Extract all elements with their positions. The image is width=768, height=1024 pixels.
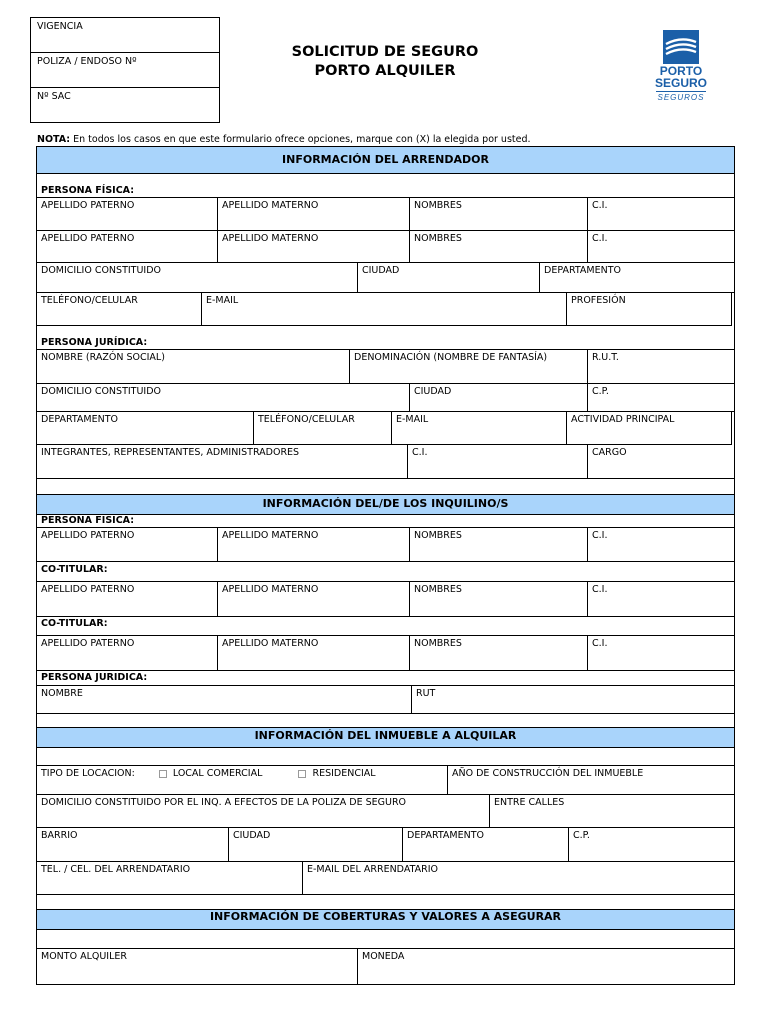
field-ciudad[interactable]: CIUDAD [357,263,539,293]
field-ci-integrantes[interactable]: C.I. [407,445,587,479]
field-nombres-2[interactable]: NOMBRES [409,231,587,263]
field-cot2-nombres[interactable]: NOMBRES [409,635,587,671]
title-line-1: SOLICITUD DE SEGURO [291,44,479,60]
logo-porto: PORTO [659,64,703,78]
cotitular-label-1: CO-TITULAR: [41,564,108,575]
field-inq-ci[interactable]: C.I. [587,527,734,562]
field-actividad-principal[interactable]: ACTIVIDAD PRINCIPAL [566,412,732,445]
field-cot1-apellido-paterno[interactable]: APELLIDO PATERNO [37,581,217,617]
tipo-locacion-row [37,765,447,795]
field-departamento[interactable]: DEPARTAMENTO [539,263,734,293]
field-inm-departamento[interactable]: DEPARTAMENTO [402,828,568,862]
sac-field[interactable] [30,87,220,123]
section-arrendador-header: INFORMACIÓN DEL ARRENDADOR [37,146,734,174]
field-email-arrendatario[interactable]: E-MAIL DEL ARRENDATARIO [302,862,734,895]
local-comercial-label: LOCAL COMERCIAL [172,768,263,779]
field-inq-nombre-juridica[interactable]: NOMBRE [37,685,411,714]
field-departamento-juridica[interactable]: DEPARTAMENTO [37,412,253,445]
form-note [37,134,737,145]
note-text: En todos los casos en que este formulario ofrece opciones, marque con (X) la elegida por usted. [70,134,531,145]
logo-seguros: SEGUROS [657,93,705,102]
field-profesion[interactable]: PROFESIÓN [566,293,732,326]
vigencia-field[interactable] [30,17,220,53]
note-label: NOTA: [37,134,71,145]
field-cot2-ci[interactable]: C.I. [587,635,734,671]
field-anio-construccion[interactable]: AÑO DE CONSTRUCCIÓN DEL INMUEBLE [447,765,734,795]
field-monto-alquiler[interactable]: MONTO ALQUILER [37,948,357,985]
field-razon-social[interactable]: NOMBRE (RAZÓN SOCIAL) [37,350,349,384]
field-inq-rut[interactable]: RUT [411,685,734,714]
porto-seguro-logo [650,28,712,106]
field-telefono-juridica[interactable]: TELÉFONO/CELULAR [253,412,391,445]
local-comercial-checkbox[interactable] [159,770,167,778]
field-ci-1[interactable]: C.I. [587,197,734,231]
cotitular-label-2: CO-TITULAR: [41,618,108,629]
field-domicilio-inq[interactable]: DOMICILIO CONSTITUIDO POR EL INQ. A EFECTOS DE LA POLIZA DE SEGURO [37,795,489,828]
title-line-2: PORTO ALQUILER [314,63,456,79]
field-cot1-ci[interactable]: C.I. [587,581,734,617]
logo-mark-icon [663,30,699,64]
field-email[interactable]: E-MAIL [201,293,566,326]
field-nombres-1[interactable]: NOMBRES [409,197,587,231]
field-entre-calles[interactable]: ENTRE CALLES [489,795,734,828]
form-title [250,43,520,81]
vigencia-label: VIGENCIA [37,21,83,32]
field-ciudad-juridica[interactable]: CIUDAD [409,384,587,412]
section-inmueble-header: INFORMACIÓN DEL INMUEBLE A ALQUILAR [37,727,734,748]
sac-label: Nº SAC [37,91,71,102]
residencial-label: RESIDENCIAL [312,768,376,779]
persona-fisica-label: PERSONA FÍSICA: [41,185,134,196]
tipo-locacion-label: TIPO DE LOCACION: [41,768,135,779]
field-cargo[interactable]: CARGO [587,445,734,479]
field-ci-2[interactable]: C.I. [587,231,734,263]
field-integrantes[interactable]: INTEGRANTES, REPRESENTANTES, ADMINISTRADORES [37,445,407,479]
field-cp-juridica[interactable]: C.P. [587,384,734,412]
field-inq-nombres[interactable]: NOMBRES [409,527,587,562]
field-inq-apellido-materno[interactable]: APELLIDO MATERNO [217,527,409,562]
section-inquilinos-header: INFORMACIÓN DEL/DE LOS INQUILINO/S [37,494,734,515]
residencial-checkbox[interactable] [298,770,306,778]
field-cot2-apellido-paterno[interactable]: APELLIDO PATERNO [37,635,217,671]
field-denominacion[interactable]: DENOMINACIÓN (NOMBRE DE FANTASÍA) [349,350,587,384]
field-inm-ciudad[interactable]: CIUDAD [228,828,402,862]
logo-divider [656,91,706,92]
logo-seguro: SEGURO [654,76,707,90]
field-cot2-apellido-materno[interactable]: APELLIDO MATERNO [217,635,409,671]
inquilino-fisica-label: PERSONA FISICA: [41,515,134,526]
field-tel-arrendatario[interactable]: TEL. / CEL. DEL ARRENDATARIO [37,862,302,895]
field-email-juridica[interactable]: E-MAIL [391,412,566,445]
inquilino-juridica-label: PERSONA JURIDICA: [41,672,148,683]
poliza-field[interactable] [30,52,220,88]
field-cot1-nombres[interactable]: NOMBRES [409,581,587,617]
field-apellido-paterno-1[interactable]: APELLIDO PATERNO [37,197,217,231]
persona-juridica-label: PERSONA JURÍDICA: [41,337,148,348]
field-cot1-apellido-materno[interactable]: APELLIDO MATERNO [217,581,409,617]
field-moneda[interactable]: MONEDA [357,948,734,985]
field-domicilio-constituido[interactable]: DOMICILIO CONSTITUIDO [37,263,357,293]
section-coberturas-header: INFORMACIÓN DE COBERTURAS Y VALORES A ASEGURAR [37,909,734,930]
field-apellido-materno-2[interactable]: APELLIDO MATERNO [217,231,409,263]
field-telefono[interactable]: TELÉFONO/CELULAR [37,293,201,326]
field-apellido-materno-1[interactable]: APELLIDO MATERNO [217,197,409,231]
field-apellido-paterno-2[interactable]: APELLIDO PATERNO [37,231,217,263]
field-inq-apellido-paterno[interactable]: APELLIDO PATERNO [37,527,217,562]
field-rut[interactable]: R.U.T. [587,350,734,384]
poliza-label: POLIZA / ENDOSO Nº [37,56,137,67]
field-domicilio-juridica[interactable]: DOMICILIO CONSTITUIDO [37,384,409,412]
field-barrio[interactable]: BARRIO [37,828,228,862]
field-inm-cp[interactable]: C.P. [568,828,734,862]
